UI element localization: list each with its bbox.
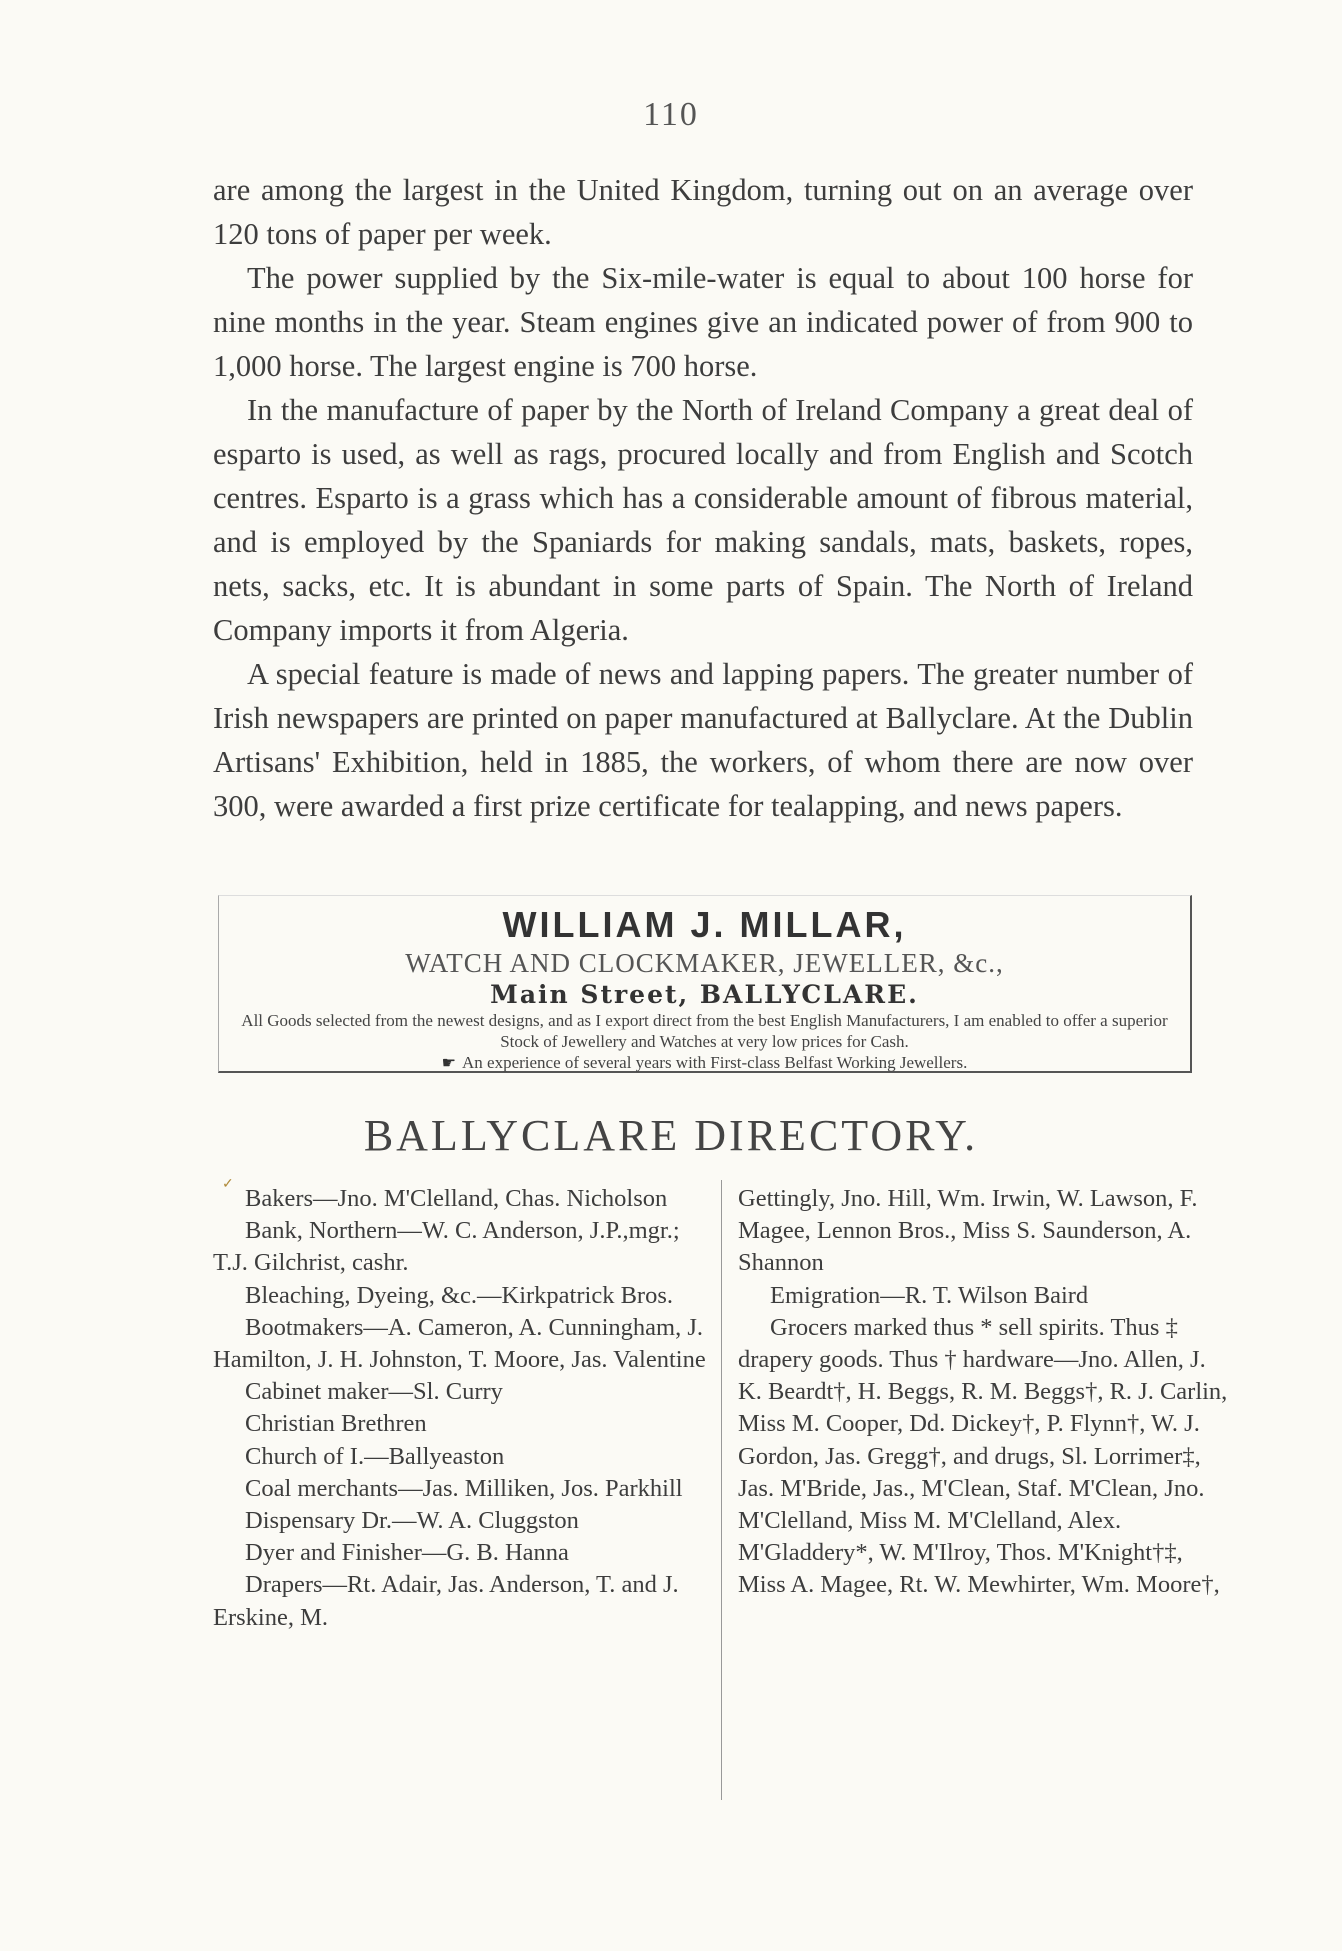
- directory-entry: Bootmakers—A. Cameron, A. Cunningham, J. Hamilton, J. H. Johnston, T. Moore, Jas. Valentine: [213, 1313, 706, 1374]
- paragraph: The power supplied by the Six-mile-water is equal to about 100 horse for nine months in the year. Steam engines give an indicated power of from 900 to 1,000 horse. The largest engine is 700 horse.: [213, 261, 1193, 383]
- directory-entry: Emigration—R. T. Wilson Baird: [770, 1281, 1089, 1309]
- directory-entry: Dyer and Finisher—G. B. Hanna: [245, 1539, 569, 1567]
- advertisement-box: [218, 895, 1192, 1073]
- directory-entry: Dispensary Dr.—W. A. Cluggston: [245, 1507, 579, 1535]
- directory-right-column: [738, 1183, 1234, 1602]
- paragraph: In the manufacture of paper by the North of Ireland Company a great deal of esparto is used, as well as rags, procured locally and from English and Scotch centres. Esparto is a grass which has a considerable amount of fibrous material, and is employed by the Spaniards for making sandals, mats, baskets, ropes, nets, sacks, etc. It is abundant in some parts of Spain. The North of Ireland Company imports it from Algeria.: [213, 393, 1193, 647]
- paragraph: A special feature is made of news and lapping papers. The greater number of Irish newspapers are printed on paper manufactured at Ballyclare. At the Dublin Artisans' Exhibition, held in 1885, the workers, of whom there are now over 300, were awarded a first prize certificate for tealapping, and news papers.: [213, 657, 1193, 823]
- page-number: 110: [643, 96, 699, 133]
- pointing-hand-icon: ☛: [441, 1055, 456, 1072]
- directory-title: BALLYCLARE DIRECTORY.: [363, 1111, 979, 1160]
- directory-entry: Bank, Northern—W. C. Anderson, J.P.,mgr.; T.J. Gilchrist, cashr.: [213, 1217, 680, 1277]
- advert-note-row: [219, 1052, 1190, 1073]
- directory-entry: Bleaching, Dyeing, &c.—Kirkpatrick Bros.: [245, 1281, 673, 1309]
- directory-entry: Gettingly, Jno. Hill, Wm. Irwin, W. Lawson, F. Magee, Lennon Bros., Miss S. Saunderson, A. Shannon: [738, 1185, 1198, 1277]
- directory-entry: Bakers—Jno. M'Clelland, Chas. Nicholson: [245, 1185, 668, 1212]
- advert-note: An experience of several years with First-class Belfast Working Jewellers.: [462, 1053, 968, 1072]
- advert-name: WILLIAM J. MILLAR,: [502, 904, 907, 945]
- directory-entry: Cabinet maker—Sl. Curry: [245, 1378, 503, 1406]
- paragraph: are among the largest in the United Kingdom, turning out on an average over 120 tons of paper per week.: [213, 173, 1193, 251]
- directory-entry: Grocers marked thus * sell spirits. Thus ‡ drapery goods. Thus † hardware—Jno. Allen, J. K. Beardt†, H. Beggs, R. M. Beggs†, R. J. Carlin, Miss M. Cooper, Dd. Dickey†, P. Flynn†, W. J. Gordon, Jas. Gregg†, and drugs, Sl. Lorrimer‡, Jas. M'Bride, Jas., M'Clean, Staf. M'Clean, Jno. M'Clelland, Miss M. M'Clelland, Alex. M'Gladdery*, W. M'Ilroy, Thos. M'Knight†‡, Miss A. Magee, Rt. W. Mewhirter, Wm. Moore†,: [738, 1313, 1228, 1599]
- advert-address: Main Street, BALLYCLARE.: [490, 980, 919, 1009]
- advert-trade: WATCH AND CLOCKMAKER, JEWELLER, &c.,: [405, 948, 1004, 978]
- directory-left-column: [213, 1183, 709, 1634]
- directory-entry: Coal merchants—Jas. Milliken, Jos. Parkhill: [245, 1474, 683, 1502]
- ornament-icon: ✓: [222, 1177, 234, 1192]
- directory-entry: Church of I.—Ballyeaston: [245, 1442, 505, 1470]
- body-text: [213, 168, 1193, 828]
- column-divider: [721, 1180, 722, 1800]
- advert-body: All Goods selected from the newest designs, and as I export direct from the best English Manufacturers, I am enabled to offer a superior Stock of Jewellery and Watches at very low prices for Cash.: [241, 1011, 1168, 1051]
- directory-entry: Drapers—Rt. Adair, Jas. Anderson, T. and J. Erskine, M.: [213, 1571, 679, 1631]
- directory-entry: Christian Brethren: [245, 1410, 427, 1438]
